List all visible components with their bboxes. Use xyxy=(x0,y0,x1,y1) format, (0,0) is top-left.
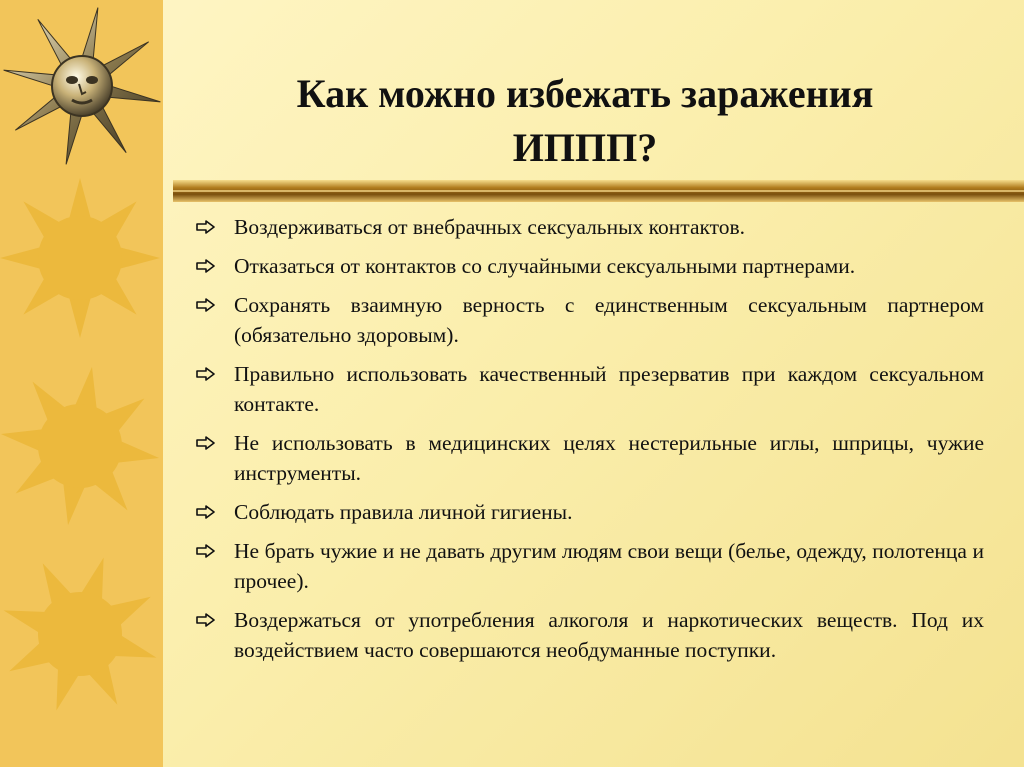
sun-center xyxy=(38,592,122,676)
hollow-arrow-right-icon xyxy=(196,436,216,450)
list-item xyxy=(196,536,984,596)
bullet-text: Сохранять взаимную верность с единственным сексуальным партнером (обязательно здоровым). xyxy=(234,293,984,347)
bullet-text: Не использовать в медицинских целях нестерильные иглы, шприцы, чужие инструменты. xyxy=(234,431,984,485)
bullet-text: Отказаться от контактов со случайными сексуальными партнерами. xyxy=(234,254,856,278)
left-decorative-strip xyxy=(0,0,163,767)
hollow-arrow-right-icon xyxy=(196,220,216,234)
list-item xyxy=(196,359,984,419)
sun-center xyxy=(38,404,122,488)
metallic-sun-face-icon xyxy=(4,8,161,165)
hollow-arrow-right-icon xyxy=(196,259,216,273)
hollow-arrow-right-icon xyxy=(196,367,216,381)
sun-center xyxy=(38,216,122,300)
bullet-text: Соблюдать правила личной гигиены. xyxy=(234,500,573,524)
list-item xyxy=(196,290,984,350)
list-item xyxy=(196,212,984,242)
hollow-arrow-right-icon xyxy=(196,544,216,558)
title-divider xyxy=(173,180,1024,202)
hollow-arrow-right-icon xyxy=(196,505,216,519)
title-line-2: ИППП? xyxy=(512,124,658,170)
sun-decorations xyxy=(0,0,163,767)
list-item xyxy=(196,497,984,527)
bullet-text: Воздерживаться от внебрачных сексуальных контактов. xyxy=(234,215,746,239)
bullet-text: Правильно использовать качественный презерватив при каждом сексуальном контакте. xyxy=(234,362,984,416)
bullet-list xyxy=(196,212,984,674)
page-title xyxy=(175,67,995,175)
list-item xyxy=(196,605,984,665)
bullet-text: Не брать чужие и не давать другим людям свои вещи (белье, одежду, полотенца и прочее). xyxy=(234,539,984,593)
bullet-text: Воздержаться от употребления алкоголя и наркотических веществ. Под их воздействием часто совершаются необдуманные поступки. xyxy=(234,608,984,662)
list-item xyxy=(196,251,984,281)
hollow-arrow-right-icon xyxy=(196,613,216,627)
hollow-arrow-right-icon xyxy=(196,298,216,312)
list-item xyxy=(196,428,984,488)
title-line-1: Как можно избежать заражения xyxy=(296,70,874,116)
